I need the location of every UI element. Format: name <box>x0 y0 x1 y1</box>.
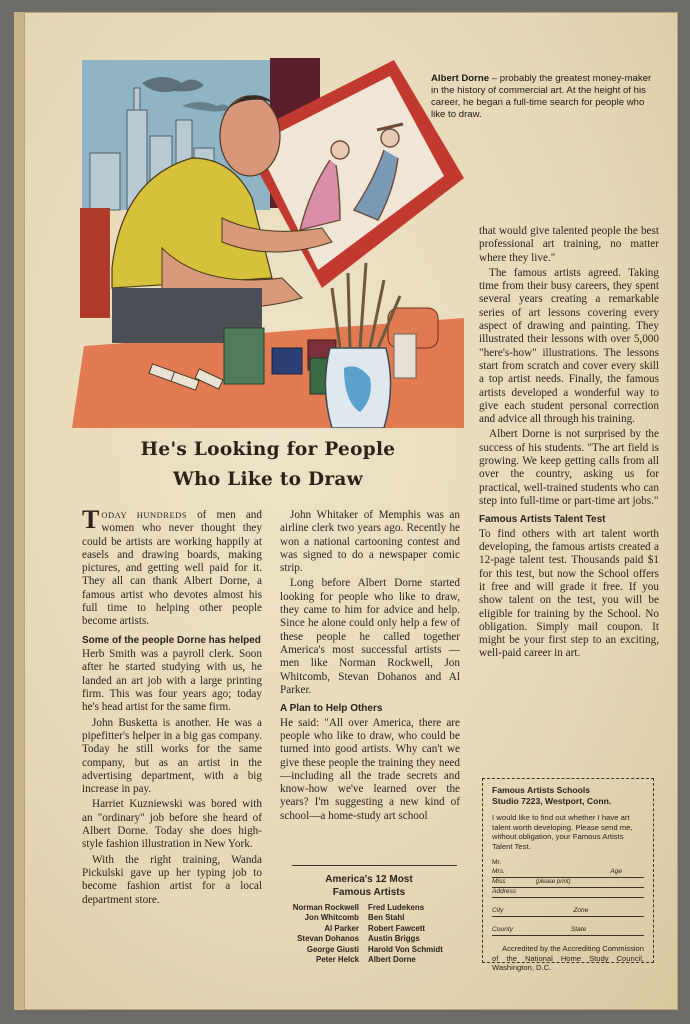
artist-name: Harold Von Schmidt <box>368 944 443 954</box>
coupon-body: I would like to find out whether I have art talent worth developing. Please send me, without obligation, your Famous Artists Talent Test. <box>492 813 633 851</box>
name-age-field[interactable]: Mrs. Age <box>492 868 644 878</box>
headline-line-2: Who Like to Draw <box>173 469 363 490</box>
subheading: A Plan to Help Others <box>280 703 383 715</box>
paragraph: With the right training, Wanda Pickulski gave up her typing job to become fashion artist for a local department store. <box>82 853 262 906</box>
head <box>220 96 280 176</box>
paragraph: TODAY HUNDREDS of men and women who never thought they could be artists are working happily at easels and drawing boards, making pictures, and getting well paid for it. They all can thank Albert Dorne, a famous artist who devotes almost his full time to helping other people become artists. <box>82 505 262 628</box>
artist-name: Albert Dorne <box>368 955 416 965</box>
artist-name: George Giusti <box>306 944 359 954</box>
coupon-fields <box>492 859 644 936</box>
small-caps-lead: ODAY HUNDREDS <box>101 510 187 520</box>
paragraph: Long before Albert Dorne started looking for people who like to draw, they came to him for advice and help. Since he alone could only help a few of these people he called together America's most successful artists —men like Norman Rockwell, Jon Whitcomb, Stevan Dohanos and Al Parker. <box>280 577 460 696</box>
headline-line-1: He's Looking for People <box>140 439 396 460</box>
paragraph: John Busketta is another. He was a pipefitter's helper in a big gas company. Today he still works for the same company, but as an artist in the advertising department, with a big increase in pay. <box>82 716 262 796</box>
mail-coupon[interactable] <box>482 778 654 973</box>
artist-name: Austin Briggs <box>368 934 420 944</box>
artist-name: Ben Stahl <box>368 913 405 923</box>
artist-name: Fred Ludekens <box>368 903 425 912</box>
paragraph: John Whitaker of Memphis was an airline clerk two years ago. Recently he won a national cartooning contest and was signed to do a newspaper comic strip. <box>280 509 460 575</box>
county-state-field[interactable]: County State <box>492 926 644 936</box>
magazine-page <box>14 12 678 1010</box>
artist-name: Robert Fawcett <box>368 923 425 933</box>
accreditation-note: Accredited by the Accrediting Commission of the National Home Study Council, Washington, D.C. <box>492 944 644 973</box>
paragraph: that would give talented people the best professional art training, no matter where they live." <box>479 225 659 264</box>
paragraph: The famous artists agreed. Taking time from their busy careers, they spent several years creating a remarkable series of art lessons covering every aspect of drawing and painting. They illustrated their lessons with over 5,000 "here's-how" illustrations. The lessons start from scratch and cover every skill a top artist needs. Finally, the famous artists developed a wonderful way to give each student personal correction and advice all through his training. <box>479 266 659 426</box>
divider <box>292 865 457 866</box>
illustration-caption <box>431 73 659 121</box>
article-column-3 <box>479 225 659 663</box>
headline <box>72 435 464 495</box>
coupon-heading: Famous Artists Schools Studio 7223, Westport, Conn. <box>492 785 612 806</box>
artists-right-list <box>368 903 460 965</box>
paragraph: To find others with art talent worth developing, the famous artists created a 12-page talent test. Thousands paid $1 for this test, but now the School offers it free and will grade it free. If you show talent on the test, you will be eligible for training by the School. No obligation. Simply mail coupon. It might be your first step to an exciting, well-paid career in art. <box>479 527 659 660</box>
paragraph: He said: "All over America, there are people who like to draw, who could be turned into good artists. Why can't we give these people the training they need—including all the trade secrets and know-how we've learned over the years? I'm suggesting a new kind of school—a home-study art school <box>280 716 460 822</box>
caption-text: – probably the greatest money-maker in the history of commercial art. At the height of his career, he began a full-time search for people who like to draw. <box>431 73 652 120</box>
address-field[interactable]: Address <box>492 888 644 898</box>
subheading: Some of the people Dorne has helped <box>82 634 261 646</box>
caption-name: Albert Dorne <box>431 73 490 84</box>
name-field[interactable]: Miss (please print) <box>492 878 644 888</box>
paragraph: Harriet Kuzniewski was bored with an "ordinary" job before she heard of Albert Dorne. Today she does high-style fashion illustration in New York. <box>82 798 262 851</box>
artist-name: Peter Helck <box>316 955 359 965</box>
artist-illustration <box>72 58 464 428</box>
artists-title: America's 12 Most Famous Artists <box>325 874 413 898</box>
paragraph: Albert Dorne is not surprised by the success of his students. "The art field is growing. We keep getting calls from all over the country, asking us for practical, well-trained students who can step into full-time or part-time art jobs." <box>479 428 659 507</box>
artist-name: Al Parker <box>324 923 359 933</box>
famous-artists-box <box>278 873 460 965</box>
artist-name: Jon Whitcomb <box>304 913 359 923</box>
artists-left-list <box>278 903 359 965</box>
subheading: Famous Artists Talent Test <box>479 514 606 526</box>
chair <box>80 208 110 318</box>
artist-name: Norman Rockwell <box>292 903 359 912</box>
field-mr-label: Mr. <box>492 859 502 867</box>
artist-name: Stevan Dohanos <box>297 934 359 944</box>
article-column-1 <box>82 505 262 909</box>
article-column-2 <box>280 509 460 825</box>
paragraph: Herb Smith was a payroll clerk. Soon after he started studying with us, he landed an art job with a large printing firm. This was four years ago; today he's head artist for the same firm. <box>82 648 262 714</box>
city-zone-field[interactable]: City Zone <box>492 907 644 917</box>
drop-cap: T <box>82 505 100 534</box>
